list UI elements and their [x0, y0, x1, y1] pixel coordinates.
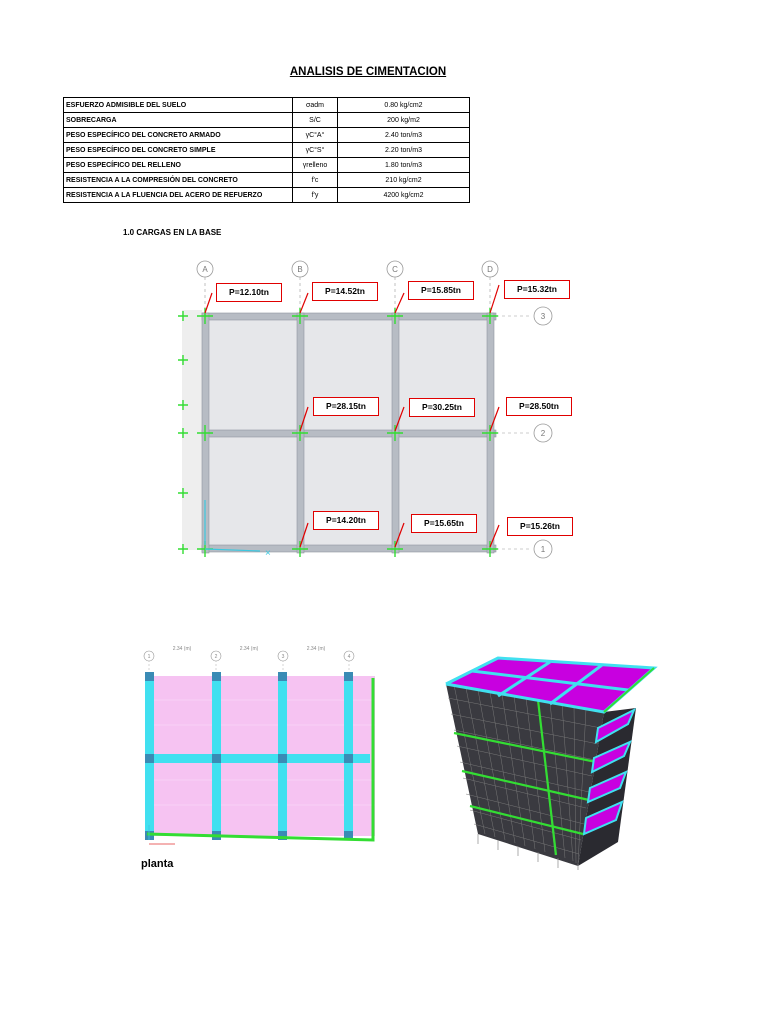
load-label-b1: P=14.20tn: [313, 511, 379, 530]
planta-span-label: 2.34 (m): [239, 646, 259, 652]
planta-column: [212, 754, 221, 763]
property-row: [64, 98, 470, 113]
building-3d-model: [438, 638, 660, 870]
planta-column: [278, 672, 287, 681]
load-arrow-b3: [300, 293, 308, 313]
property-symbol: γrelleno: [293, 158, 338, 173]
slab-panel: [303, 437, 395, 549]
load-label-a3: P=12.10tn: [216, 283, 282, 302]
property-value: 4200 kg/cm2: [338, 188, 470, 203]
load-label-c1: P=15.65tn: [411, 514, 477, 533]
property-symbol: γC°S°: [293, 143, 338, 158]
beam-row-3: [202, 313, 496, 320]
property-name: ESFUERZO ADMISIBLE DEL SUELO: [64, 98, 293, 113]
load-label-d3: P=15.32tn: [504, 280, 570, 299]
property-value: 0.80 kg/cm2: [338, 98, 470, 113]
load-arrow-c3: [395, 293, 404, 313]
property-row: [64, 128, 470, 143]
property-name: PESO ESPECÍFICO DEL CONCRETO SIMPLE: [64, 143, 293, 158]
property-name: RESISTENCIA A LA FLUENCIA DEL ACERO DE REFUERZO: [64, 188, 293, 203]
slab-panel: [208, 437, 300, 549]
grid-label-c: C: [392, 265, 398, 274]
property-value: 2.40 ton/m3: [338, 128, 470, 143]
planta-axis-label: 4: [347, 654, 351, 660]
property-symbol: σadm: [293, 98, 338, 113]
grid-label-d: D: [487, 265, 493, 274]
load-label-d2: P=28.50tn: [506, 397, 572, 416]
beam-row-2: [202, 430, 496, 437]
grid-label-2: 2: [540, 429, 546, 438]
planta-axis-label: 2: [214, 654, 218, 660]
grid-label-a: A: [202, 265, 208, 274]
planta-beam-row: [145, 754, 370, 763]
planta-column: [344, 754, 353, 763]
property-name: PESO ESPECÍFICO DEL RELLENO: [64, 158, 293, 173]
property-row: [64, 173, 470, 188]
property-row: [64, 158, 470, 173]
planta-column: [145, 672, 154, 681]
property-value: 210 kg/cm2: [338, 173, 470, 188]
planta-span-label: 2.34 (m): [172, 646, 192, 652]
property-symbol: f'y: [293, 188, 338, 203]
grid-label-b: B: [297, 265, 303, 274]
planta-column: [344, 672, 353, 681]
planta-column: [145, 754, 154, 763]
property-value: 1.80 ton/m3: [338, 158, 470, 173]
load-label-c2: P=30.25tn: [409, 398, 475, 417]
planta-column: [278, 754, 287, 763]
slab-panel: [208, 317, 300, 433]
planta-caption: planta: [141, 858, 174, 870]
property-symbol: f'c: [293, 173, 338, 188]
load-arrow-a3: [205, 293, 212, 313]
planta-axis-label: 1: [147, 654, 151, 660]
material-properties-table: [63, 97, 470, 203]
grid-label-3: 3: [540, 312, 546, 321]
planta-column: [212, 672, 221, 681]
load-arrow-d3: [490, 285, 499, 313]
planta-span-label: 2.34 (m): [306, 646, 326, 652]
property-value: 200 kg/m2: [338, 113, 470, 128]
property-value: 2.20 ton/m3: [338, 143, 470, 158]
load-label-d1: P=15.26tn: [507, 517, 573, 536]
property-name: PESO ESPECÍFICO DEL CONCRETO ARMADO: [64, 128, 293, 143]
load-label-b2: P=28.15tn: [313, 397, 379, 416]
property-row: [64, 143, 470, 158]
property-row: [64, 188, 470, 203]
planta-view: [135, 640, 385, 850]
svg-text:×: ×: [265, 548, 271, 559]
property-symbol: S/C: [293, 113, 338, 128]
load-label-c3: P=15.85tn: [408, 281, 474, 300]
property-name: RESISTENCIA A LA COMPRESIÓN DEL CONCRETO: [64, 173, 293, 188]
grid-label-1: 1: [540, 545, 546, 554]
page-title: ANALISIS DE CIMENTACION: [289, 66, 447, 78]
property-row: [64, 113, 470, 128]
property-name: SOBRECARGA: [64, 113, 293, 128]
property-symbol: γC°A°: [293, 128, 338, 143]
slab-edge: [182, 310, 202, 550]
load-label-b3: P=14.52tn: [312, 282, 378, 301]
planta-axis-label: 3: [281, 654, 285, 660]
section-title: 1.0 CARGAS EN LA BASE: [123, 228, 222, 237]
